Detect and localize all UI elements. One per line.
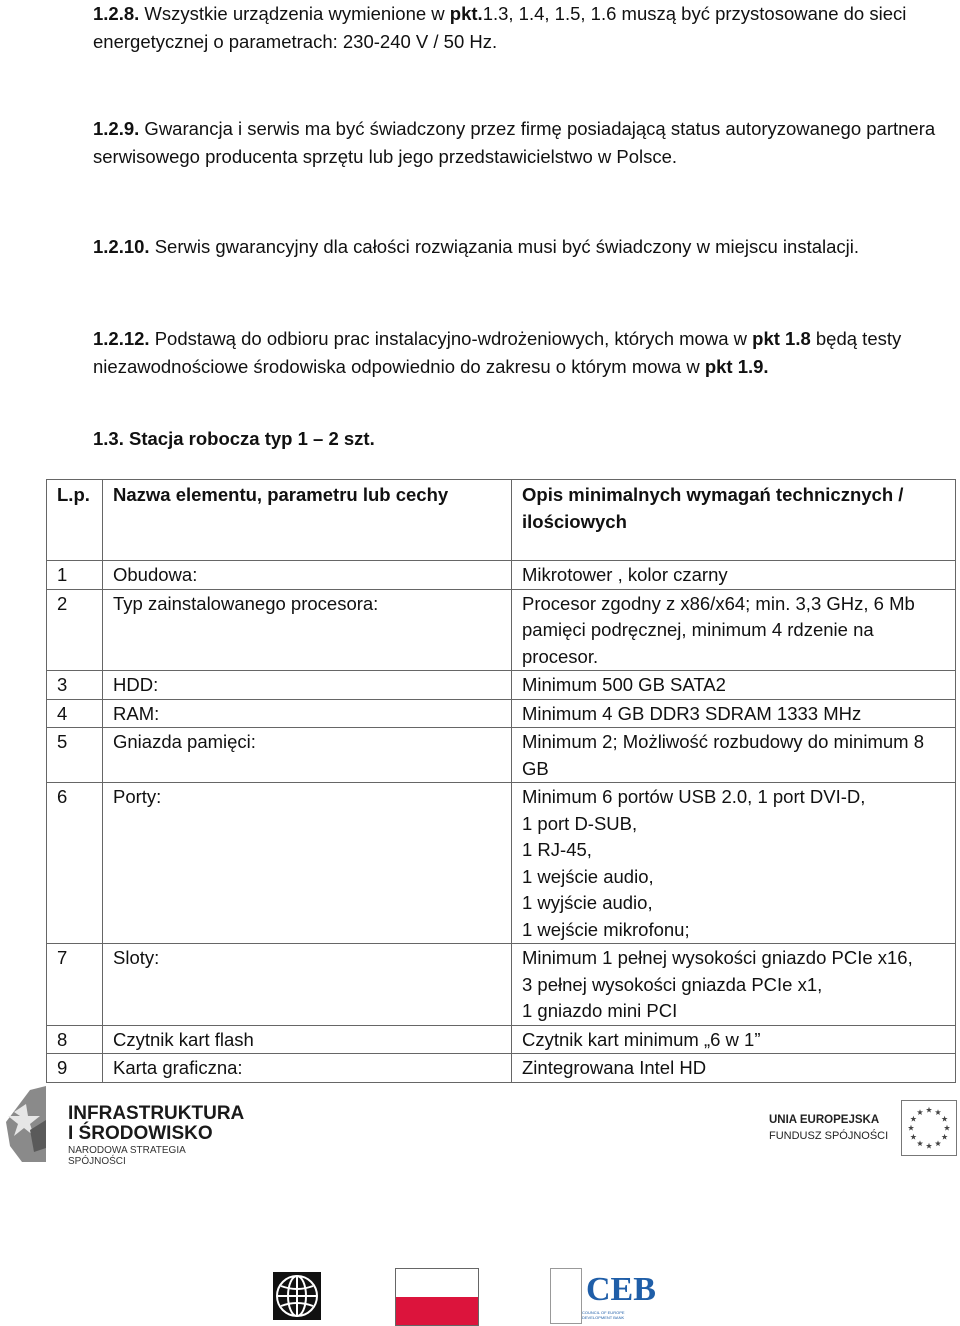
row-description: Zintegrowana Intel HD bbox=[512, 1054, 956, 1083]
row-name: Sloty: bbox=[103, 944, 512, 1026]
row-number: 1 bbox=[47, 561, 103, 590]
ceb-logo bbox=[550, 1268, 654, 1322]
row-name: Gniazda pamięci: bbox=[103, 728, 512, 783]
row-description: Procesor zgodny z x86/x64; min. 3,3 GHz, 6 Mb pamięci podręcznej, minimum 4 rdzenie na procesor. bbox=[512, 589, 956, 671]
row-description: Mikrotower , kolor czarny bbox=[512, 561, 956, 590]
table-body bbox=[47, 561, 956, 1083]
row-name: Karta graficzna: bbox=[103, 1054, 512, 1083]
row-description: Minimum 6 portów USB 2.0, 1 port DVI-D, 1 port D-SUB, 1 RJ-45, 1 wejście audio, 1 wyjście audio, 1 wejście mikrofonu; bbox=[512, 783, 956, 944]
row-number: 4 bbox=[47, 699, 103, 728]
poland-flag-icon bbox=[395, 1268, 479, 1326]
infrastruktura-line-2: I ŚRODOWISKO bbox=[68, 1123, 213, 1144]
paragraph-text: będą testy niezawodnościowe środowiska odpowiednio do zakresu o którym mowa w bbox=[93, 328, 902, 377]
table-row bbox=[47, 783, 956, 944]
world-bank-globe-icon bbox=[273, 1268, 321, 1324]
row-number: 2 bbox=[47, 589, 103, 671]
infrastruktura-line-3: NARODOWA STRATEGIA SPÓJNOŚCI bbox=[68, 1145, 186, 1167]
table-row bbox=[47, 671, 956, 700]
row-name: HDD: bbox=[103, 671, 512, 700]
paragraph-number: 1.2.8. bbox=[93, 3, 140, 24]
row-name: Typ zainstalowanego procesora: bbox=[103, 589, 512, 671]
infrastruktura-logo bbox=[0, 1082, 245, 1167]
row-number: 5 bbox=[47, 728, 103, 783]
paragraph-text: Gwarancja i serwis ma być świadczony przez firmę posiadającą status autoryzowanego partnera serwisowego producenta sprzętu lub jego przedstawicielstwo w Polsce. bbox=[93, 118, 936, 167]
infrastruktura-line-1: INFRASTRUKTURA bbox=[68, 1103, 245, 1124]
row-number: 7 bbox=[47, 944, 103, 1026]
table-row bbox=[47, 728, 956, 783]
header-description: Opis minimalnych wymagań technicznych / ilościowych bbox=[512, 480, 956, 561]
eu-line-1: UNIA EUROPEJSKA bbox=[769, 1114, 880, 1126]
row-name: Obudowa: bbox=[103, 561, 512, 590]
table-row bbox=[47, 699, 956, 728]
row-number: 6 bbox=[47, 783, 103, 944]
paragraph-number: 1.2.9. bbox=[93, 118, 140, 139]
paragraph-1-2-8 bbox=[93, 0, 943, 56]
header-lp: L.p. bbox=[47, 480, 103, 561]
paragraph-bold-text: pkt. bbox=[449, 3, 483, 24]
table-header-row bbox=[47, 480, 956, 561]
section-heading: 1.3. Stacja robocza typ 1 – 2 szt. bbox=[93, 428, 375, 449]
ceb-text: CEB bbox=[586, 1271, 656, 1308]
row-name: RAM: bbox=[103, 699, 512, 728]
row-number: 3 bbox=[47, 671, 103, 700]
paragraph-text: 1.3, 1.4, 1.5, 1.6 muszą być przystosowane do sieci energetycznej o parametrach: 230-240 V / 50 Hz. bbox=[93, 3, 907, 52]
paragraph-1-2-9 bbox=[93, 115, 943, 171]
paragraph-number: 1.2.10. bbox=[93, 236, 150, 257]
ceb-emblem-icon bbox=[550, 1268, 582, 1324]
eu-line-2: FUNDUSZ SPÓJNOŚCI bbox=[769, 1130, 889, 1142]
header-name: Nazwa elementu, parametru lub cechy bbox=[103, 480, 512, 561]
table-row bbox=[47, 561, 956, 590]
row-description: Minimum 4 GB DDR3 SDRAM 1333 MHz bbox=[512, 699, 956, 728]
row-name: Czytnik kart flash bbox=[103, 1025, 512, 1054]
paragraph-bold-text: pkt 1.9. bbox=[704, 356, 769, 377]
row-name: Porty: bbox=[103, 783, 512, 944]
row-description: Czytnik kart minimum „6 w 1” bbox=[512, 1025, 956, 1054]
paragraph-number: 1.2.12. bbox=[93, 328, 150, 349]
spec-table bbox=[46, 479, 956, 1083]
row-description: Minimum 2; Możliwość rozbudowy do minimum 8 GB bbox=[512, 728, 956, 783]
table-row bbox=[47, 589, 956, 671]
row-number: 8 bbox=[47, 1025, 103, 1054]
paragraph-1-2-12 bbox=[93, 325, 943, 381]
row-description: Minimum 1 pełnej wysokości gniazdo PCIe x16, 3 pełnej wysokości gniazda PCIe x1, 1 gniazdo mini PCI bbox=[512, 944, 956, 1026]
table-row bbox=[47, 1025, 956, 1054]
eu-stars-icon bbox=[901, 1100, 957, 1156]
eu-cohesion-fund-logo bbox=[765, 1100, 960, 1160]
ceb-subtext: COUNCIL OF EUROPE DEVELOPMENT BANK bbox=[582, 1310, 625, 1320]
table-row bbox=[47, 1054, 956, 1083]
row-number: 9 bbox=[47, 1054, 103, 1083]
paragraph-text: Serwis gwarancyjny dla całości rozwiązania musi być świadczony w miejscu instalacji. bbox=[149, 236, 860, 257]
paragraph-1-2-10 bbox=[93, 233, 943, 261]
paragraph-text: Wszystkie urządzenia wymienione w bbox=[139, 3, 450, 24]
paragraph-text: Podstawą do odbioru prac instalacyjno-wdrożeniowych, których mowa w bbox=[149, 328, 753, 349]
paragraph-bold-text: pkt 1.8 bbox=[752, 328, 811, 349]
table-row bbox=[47, 944, 956, 1026]
row-description: Minimum 500 GB SATA2 bbox=[512, 671, 956, 700]
